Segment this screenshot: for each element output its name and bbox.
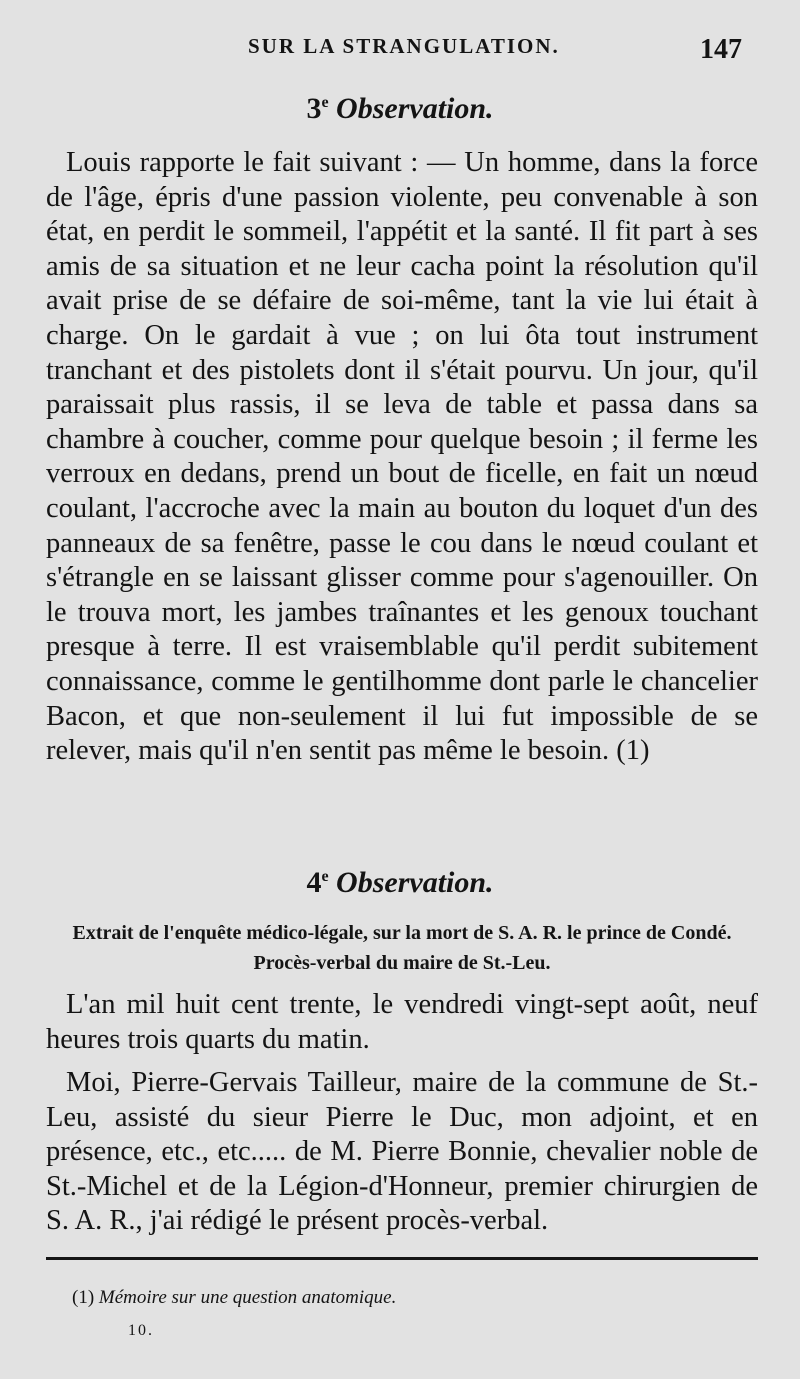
page-number: 147 (700, 34, 742, 65)
signature-mark: 10. (128, 1322, 154, 1339)
observation-3-number: 3 (306, 92, 322, 125)
observation-4-subtitle: Extrait de l'enquête médico-légale, sur la mort de S. A. R. le prince de Condé. Procès-verbal du maire de St.-Leu. (72, 922, 732, 974)
observation-3-heading (0, 92, 800, 126)
footnote (72, 1287, 396, 1309)
observation-3-superscript: e (321, 94, 329, 111)
observation-4-title: Observation. (336, 866, 494, 899)
footnote-text: Mémoire sur une question anatomique. (98, 1287, 397, 1308)
observation-3-title: Observation. (336, 92, 494, 125)
observation-4-number: 4 (306, 866, 322, 899)
running-head (0, 34, 800, 68)
observation-3-paragraph: Louis rapporte le fait suivant : — Un homme, dans la force de l'âge, épris d'une passion violente, peu convenable à son état, en perdit le sommeil, l'appétit et la santé. Il fit part à ses amis de sa situation et ne leur cacha point la résolution qu'il avait prise de se défaire de soi-même, tant la vie lui était à charge. On le gardait à vue ; on lui ôta tout instrument tranchant et des pistolets dont il s'était pourvu. Un jour, qu'il paraissait plus rassis, il se leva de table et passa dans sa chambre à coucher, comme pour quelque besoin ; il ferme les verroux en dedans, prend un bout de ficelle, en fait un nœud coulant, l'accroche avec la main au bouton du loquet d'un des panneaux de sa fenêtre, passe le cou dans le nœud coulant et s'étrangle en se laissant glisser comme pour s'agenouiller. On le trouva mort, les jambes traînantes et les genoux touchant presque à terre. Il est vraisemblable qu'il perdit subitement connaissance, comme le gentilhomme dont parle le chancelier Bacon, et que non-seulement il lui fut impossible de se relever, mais qu'il n'en sentit pas même le besoin. (1) (46, 147, 758, 767)
observation-4-paragraph-2: Moi, Pierre-Gervais Tailleur, maire de la commune de St.-Leu, assisté du sieur Pierre le Duc, mon adjoint, et en présence, etc., etc..... de M. Pierre Bonnie, chevalier noble de St.-Michel et de la Légion-d'Honneur, premier chirurgien de S. A. R., j'ai rédigé le présent procès-verbal. (46, 1067, 758, 1237)
observation-4-superscript: e (321, 868, 329, 885)
footnote-rule (46, 1257, 758, 1260)
observation-4-heading (0, 866, 800, 900)
footnote-marker: (1) (72, 1287, 95, 1308)
running-title: SUR LA STRANGULATION. (248, 34, 560, 58)
observation-4-paragraph-1: L'an mil huit cent trente, le vendredi vingt-sept août, neuf heures trois quarts du matin. (46, 989, 758, 1055)
